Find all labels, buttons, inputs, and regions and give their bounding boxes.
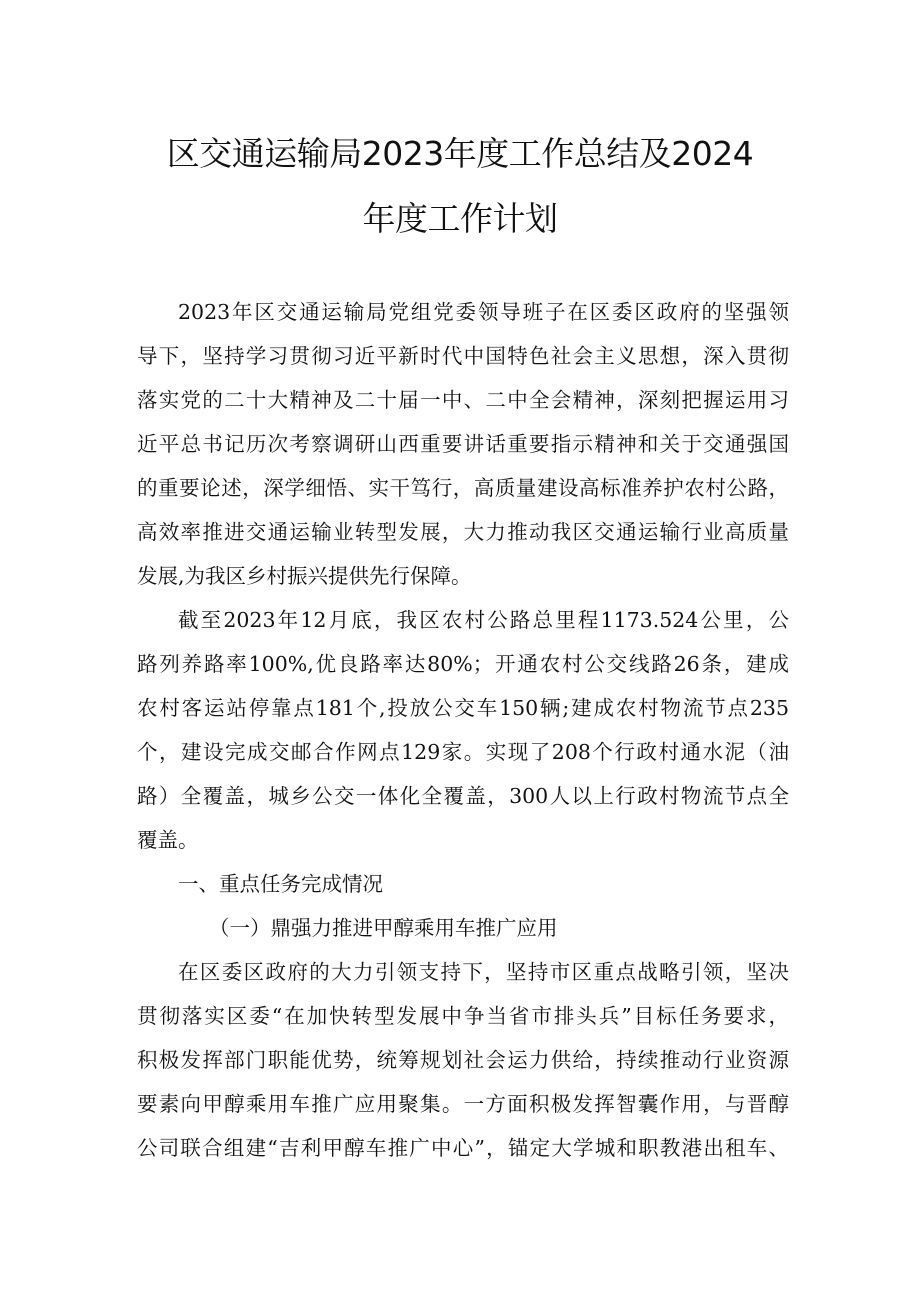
document-title-line-1: 区交通运输局2023年度工作总结及2024: [166, 134, 754, 173]
paragraph-1-line-6: 高效率推进交通运输业转型发展，大力推动我区交通运输行业高质量: [137, 520, 789, 544]
paragraph-2-line-1: 截至2023年12月底，我区农村公路总里程1173.524公里，公: [178, 608, 789, 632]
paragraph-2-line-3: 农村客运站停靠点181个,投放公交车150辆;建成农村物流节点235: [137, 696, 789, 720]
paragraph-2-line-2: 路列养路率100%,优良路率达80%；开通农村公交线路26条，建成: [137, 652, 789, 676]
paragraph-3-line-5: 公司联合组建“吉利甲醇车推广中心”，锚定大学城和职教港出租车、: [137, 1136, 789, 1160]
paragraph-1-line-5: 的重要论述，深学细悟、实干笃行，高质量建设高标准养护农村公路，: [137, 476, 789, 500]
paragraph-1-line-7: 发展,为我区乡村振兴提供先行保障。: [137, 564, 472, 588]
paragraph-3-line-3: 积极发挥部门职能优势，统筹规划社会运力供给，持续推动行业资源: [137, 1048, 789, 1072]
section-heading-1: 一、重点任务完成情况: [178, 872, 383, 896]
subsection-heading-1: （一）鼎强力推进甲醇乘用车推广应用: [209, 916, 558, 940]
paragraph-2-line-4: 个，建设完成交邮合作网点129家。实现了208个行政村通水泥（油: [137, 740, 789, 764]
paragraph-3-line-2: 贯彻落实区委“在加快转型发展中争当省市排头兵”目标任务要求，: [137, 1004, 789, 1028]
paragraph-1-line-4: 近平总书记历次考察调研山西重要讲话重要指示精神和关于交通强国: [137, 432, 789, 456]
document-title-line-2: 年度工作计划: [362, 199, 558, 238]
paragraph-1-line-1: 2023年区交通运输局党组党委领导班子在区委区政府的坚强领: [178, 300, 789, 324]
paragraph-3-line-1: 在区委区政府的大力引领支持下，坚持市区重点战略引领，坚决: [178, 960, 789, 984]
document-body: [137, 290, 789, 1170]
paragraph-2-line-5: 路）全覆盖，城乡公交一体化全覆盖，300人以上行政村物流节点全: [137, 784, 789, 808]
paragraph-3-line-4: 要素向甲醇乘用车推广应用聚集。一方面积极发挥智囊作用，与晋醇: [137, 1092, 789, 1116]
paragraph-1-line-2: 导下，坚持学习贯彻习近平新时代中国特色社会主义思想，深入贯彻: [137, 344, 789, 368]
paragraph-1-line-3: 落实党的二十大精神及二十届一中、二中全会精神，深刻把握运用习: [137, 388, 789, 412]
paragraph-2-line-6: 覆盖。: [137, 828, 199, 852]
